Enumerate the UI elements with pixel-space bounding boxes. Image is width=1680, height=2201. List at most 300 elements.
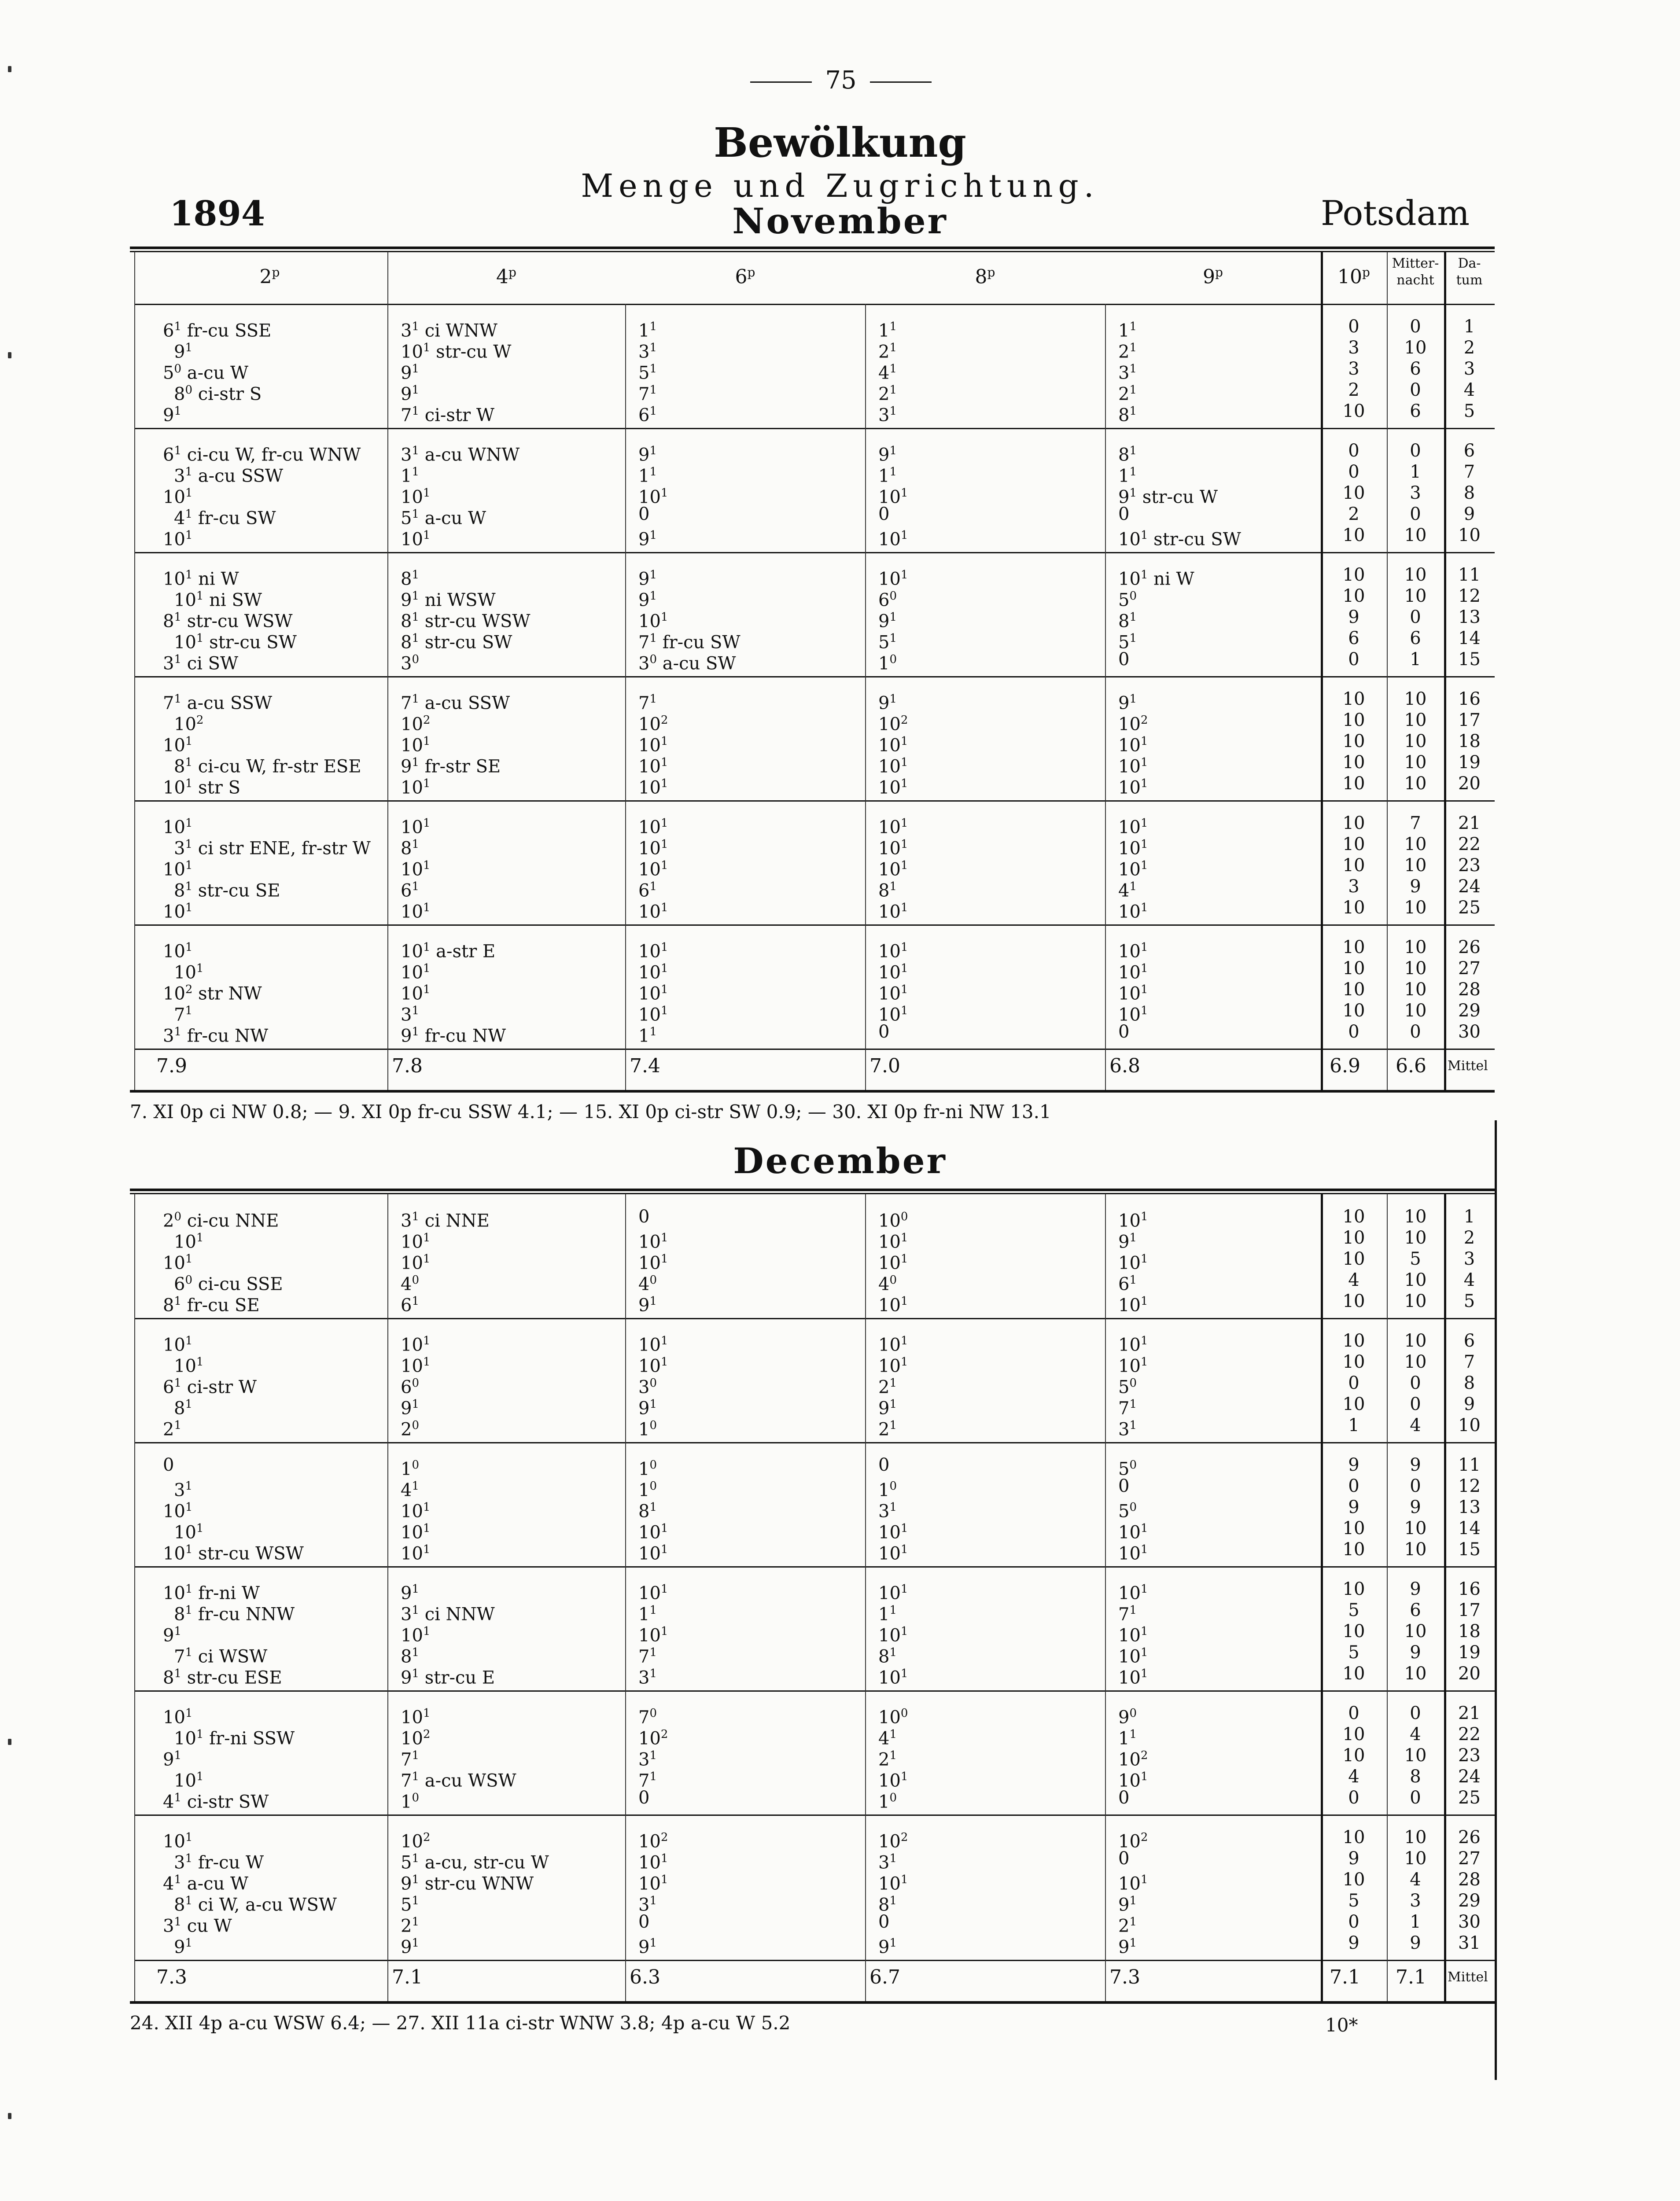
december-col-divider [625, 1194, 626, 2001]
november-cell-c9-13: $8^1$ [1118, 611, 1137, 632]
november-cell-c9-4: $2^1$ [1118, 383, 1137, 405]
december-mean-c2: 7.3 [156, 1966, 187, 1988]
november-cell-c2-15: $3^1$ ci SW [163, 653, 239, 674]
december-cell-c2-23: $9^1$ [163, 1749, 181, 1770]
november-cell-c8-6: $9^1$ [878, 444, 897, 465]
november-cell-c9-21: $10^1$ [1118, 817, 1148, 838]
december-cell-c4-2: $10^1$ [401, 1231, 431, 1252]
november-cell-dates-24: 24 [1458, 876, 1481, 897]
november-cell-c2-9: $4^1$ fr-cu SW [174, 508, 276, 529]
november-cell-c9-17: $10^2$ [1118, 714, 1148, 735]
december-cell-dates-9: 9 [1463, 1394, 1475, 1414]
november-cell-c6-1: $1^1$ [638, 320, 657, 341]
december-cell-c6-2: $10^1$ [638, 1231, 668, 1252]
november-cell-c8-5: $3^1$ [878, 405, 897, 426]
november-cell-c8-4: $2^1$ [878, 383, 897, 405]
december-cell-c2-9: $8^1$ [174, 1398, 192, 1419]
december-cell-c8-18: $10^1$ [878, 1625, 908, 1646]
november-cell-c10-30: 0 [1348, 1022, 1359, 1042]
december-cell-c4-23: $7^1$ [401, 1749, 419, 1770]
december-cell-c2-11: 0 [163, 1455, 174, 1475]
november-cell-dates-8: 8 [1463, 483, 1475, 503]
december-cell-dates-5: 5 [1463, 1291, 1475, 1311]
november-cell-c9-1: $1^1$ [1118, 320, 1137, 341]
november-cell-dates-19: 19 [1458, 752, 1481, 773]
december-cell-c10-26: 10 [1342, 1827, 1365, 1848]
november-column-header-2p: 2$^p$ [259, 265, 280, 288]
november-block-rule [134, 800, 1495, 802]
december-cell-dates-6: 6 [1463, 1331, 1475, 1351]
december-cell-c9-5: $10^1$ [1118, 1295, 1148, 1316]
december-cell-c10-22: 10 [1342, 1724, 1365, 1745]
december-cell-c8-3: $10^1$ [878, 1252, 908, 1273]
november-cell-c4-24: $6^1$ [401, 880, 419, 901]
november-cell-c2-22: $3^1$ ci str ENE, fr-str W [174, 838, 371, 859]
november-cell-c2-28: $10^2$ str NW [163, 983, 262, 1004]
page-title: Bewölkung [714, 119, 966, 166]
november-cell-cm-22: 10 [1404, 834, 1427, 854]
december-cell-c8-17: $1^1$ [878, 1604, 897, 1625]
november-column-header-midnight: Mitter- nacht [1392, 256, 1439, 288]
december-cell-c6-19: $7^1$ [638, 1646, 657, 1667]
november-cell-c9-26: $10^1$ [1118, 941, 1148, 962]
november-cell-c9-12: $5^0$ [1118, 589, 1137, 611]
december-cell-c10-4: 4 [1348, 1270, 1359, 1290]
december-mean-c6: 6.3 [630, 1966, 660, 1988]
november-cell-dates-23: 23 [1458, 855, 1481, 876]
november-cell-c9-9: 0 [1118, 504, 1130, 524]
december-cell-dates-22: 22 [1458, 1724, 1481, 1745]
december-cell-dates-2: 2 [1463, 1228, 1475, 1248]
december-cell-cm-19: 9 [1410, 1642, 1421, 1663]
december-cell-c6-17: $1^1$ [638, 1604, 657, 1625]
december-cell-c2-15: $10^1$ str-cu WSW [163, 1543, 304, 1564]
december-cell-cm-22: 4 [1410, 1724, 1421, 1745]
december-cell-c10-27: 9 [1348, 1848, 1359, 1869]
november-cell-cm-17: 10 [1404, 710, 1427, 730]
november-cell-dates-6: 6 [1463, 441, 1475, 461]
december-mean-cm: 7.1 [1396, 1966, 1426, 1988]
november-cell-cm-23: 10 [1404, 855, 1427, 876]
december-cell-c2-30: $3^1$ cu W [163, 1915, 232, 1936]
december-cell-cm-8: 0 [1410, 1373, 1421, 1393]
december-cell-c10-23: 10 [1342, 1745, 1365, 1766]
november-cell-cm-30: 0 [1410, 1022, 1421, 1042]
december-col-divider-thick [1321, 1194, 1323, 2001]
december-cell-c6-21: $7^0$ [638, 1707, 657, 1728]
november-cell-dates-11: 11 [1458, 565, 1481, 585]
november-cell-c10-27: 10 [1342, 958, 1365, 979]
november-cell-c10-19: 10 [1342, 752, 1365, 773]
november-cell-c6-22: $10^1$ [638, 838, 668, 859]
november-cell-c9-6: $8^1$ [1118, 444, 1137, 465]
december-cell-c4-14: $10^1$ [401, 1522, 431, 1543]
november-cell-c8-25: $10^1$ [878, 901, 908, 922]
november-col-divider [625, 304, 626, 1090]
december-cell-dates-29: 29 [1458, 1891, 1481, 1911]
november-cell-c9-8: $9^1$ str-cu W [1118, 486, 1218, 508]
december-cell-c4-19: $8^1$ [401, 1646, 419, 1667]
november-col-divider [865, 304, 866, 1090]
november-cell-c8-9: 0 [878, 504, 890, 524]
december-cell-c8-13: $3^1$ [878, 1501, 897, 1522]
december-block-rule [134, 1960, 1495, 1961]
december-cell-c9-16: $10^1$ [1118, 1583, 1148, 1604]
december-cell-dates-7: 7 [1463, 1352, 1475, 1372]
november-cell-c10-18: 10 [1342, 731, 1365, 751]
november-mean-c4: 7.8 [392, 1055, 423, 1077]
december-cell-c4-17: $3^1$ ci NNW [401, 1604, 495, 1625]
december-cell-c4-25: $1^0$ [401, 1791, 419, 1812]
november-header-rule [134, 304, 1495, 305]
december-cell-c9-1: $10^1$ [1118, 1210, 1148, 1231]
december-cell-c2-26: $10^1$ [163, 1831, 193, 1852]
page-number: 75 [704, 66, 977, 95]
november-cell-c4-3: $9^1$ [401, 362, 419, 383]
november-cell-c2-20: $10^1$ str S [163, 777, 241, 798]
november-cell-c4-2: $10^1$ str-cu W [401, 341, 512, 362]
november-mean-c10: 6.9 [1330, 1055, 1360, 1077]
december-cell-c4-9: $9^1$ [401, 1398, 419, 1419]
november-footnote: 7. XI 0p ci NW 0.8; — 9. XI 0p fr-cu SSW 4.1; — 15. XI 0p ci-str SW 0.9; — 30. XI 0p fr-ni NW 13.1 [130, 1101, 1051, 1123]
november-cell-c10-3: 3 [1348, 359, 1359, 379]
december-cell-cm-11: 9 [1410, 1455, 1421, 1475]
november-cell-c10-8: 10 [1342, 483, 1365, 503]
december-cell-c8-1: $10^0$ [878, 1210, 908, 1231]
november-cell-c10-28: 10 [1342, 979, 1365, 1000]
november-cell-c6-26: $10^1$ [638, 941, 668, 962]
november-cell-c6-19: $10^1$ [638, 756, 668, 777]
december-cell-dates-20: 20 [1458, 1664, 1481, 1684]
december-cell-cm-23: 10 [1404, 1745, 1427, 1766]
november-cell-cm-25: 10 [1404, 898, 1427, 918]
december-cell-dates-27: 27 [1458, 1848, 1481, 1869]
november-cell-c6-15: $3^0$ a-cu SW [638, 653, 736, 674]
november-cell-c8-7: $1^1$ [878, 465, 897, 486]
december-col-divider [1387, 1194, 1388, 2001]
november-cell-c6-18: $10^1$ [638, 735, 668, 756]
december-cell-c10-21: 0 [1348, 1703, 1359, 1723]
november-cell-c9-20: $10^1$ [1118, 777, 1148, 798]
december-cell-c6-1: 0 [638, 1207, 650, 1227]
november-cell-c8-21: $10^1$ [878, 817, 908, 838]
december-cell-c2-28: $4^1$ a-cu W [163, 1873, 249, 1894]
november-cell-c6-28: $10^1$ [638, 983, 668, 1004]
november-cell-c8-8: $10^1$ [878, 486, 908, 508]
november-cell-c6-4: $7^1$ [638, 383, 657, 405]
november-cell-c2-2: $9^1$ [174, 341, 192, 362]
december-cell-c2-2: $10^1$ [174, 1231, 204, 1252]
november-cell-c8-24: $8^1$ [878, 880, 897, 901]
november-cell-c9-7: $1^1$ [1118, 465, 1137, 486]
november-cell-c4-27: $10^1$ [401, 962, 431, 983]
november-cell-dates-17: 17 [1458, 710, 1481, 730]
november-cell-c9-14: $5^1$ [1118, 632, 1137, 653]
november-cell-c4-4: $9^1$ [401, 383, 419, 405]
december-cell-c9-27: 0 [1118, 1848, 1130, 1869]
november-cell-c8-29: $10^1$ [878, 1004, 908, 1025]
december-table-top-rule-thin [130, 1193, 1495, 1194]
november-cell-c2-25: $10^1$ [163, 901, 193, 922]
december-cell-c2-7: $10^1$ [174, 1355, 204, 1377]
november-cell-c10-5: 10 [1342, 401, 1365, 421]
december-cell-dates-21: 21 [1458, 1703, 1481, 1723]
december-cell-c10-1: 10 [1342, 1207, 1365, 1227]
november-cell-c8-20: $10^1$ [878, 777, 908, 798]
november-cell-c10-7: 0 [1348, 462, 1359, 482]
december-cell-dates-13: 13 [1458, 1497, 1481, 1517]
november-cell-c10-10: 10 [1342, 525, 1365, 545]
november-cell-c8-15: $1^0$ [878, 653, 897, 674]
place-label: Potsdam [1321, 194, 1470, 233]
december-cell-c6-10: $1^0$ [638, 1419, 657, 1440]
november-cell-c10-24: 3 [1348, 876, 1359, 897]
december-cell-c4-28: $9^1$ str-cu WNW [401, 1873, 534, 1894]
november-cell-c2-1: $6^1$ fr-cu SSE [163, 320, 272, 341]
december-cell-c2-25: $4^1$ ci-str SW [163, 1791, 269, 1812]
november-mean-c9: 6.8 [1109, 1055, 1140, 1077]
november-cell-c2-14: $10^1$ str-cu SW [174, 632, 297, 653]
december-cell-dates-16: 16 [1458, 1579, 1481, 1599]
december-cell-c2-1: $2^0$ ci-cu NNE [163, 1210, 279, 1231]
november-cell-c8-17: $10^2$ [878, 714, 908, 735]
margin-mark [8, 2113, 11, 2119]
december-cell-c4-20: $9^1$ str-cu E [401, 1667, 495, 1688]
december-cell-c4-5: $6^1$ [401, 1295, 419, 1316]
december-cell-c6-28: $10^1$ [638, 1873, 668, 1894]
november-cell-c4-12: $9^1$ ni WSW [401, 589, 496, 611]
december-cell-c4-18: $10^1$ [401, 1625, 431, 1646]
december-cell-c8-8: $2^1$ [878, 1377, 897, 1398]
november-cell-c6-13: $10^1$ [638, 611, 668, 632]
december-cell-c6-24: $7^1$ [638, 1770, 657, 1791]
december-cell-c8-4: $4^0$ [878, 1273, 897, 1295]
december-cell-c9-15: $10^1$ [1118, 1543, 1148, 1564]
december-cell-c9-19: $10^1$ [1118, 1646, 1148, 1667]
november-cell-c4-10: $10^1$ [401, 529, 431, 550]
november-cell-dates-20: 20 [1458, 773, 1481, 794]
november-cell-c10-1: 0 [1348, 317, 1359, 337]
december-cell-c10-6: 10 [1342, 1331, 1365, 1351]
december-cell-dates-30: 30 [1458, 1912, 1481, 1932]
december-cell-cm-16: 9 [1410, 1579, 1421, 1599]
november-cell-cm-24: 9 [1410, 876, 1421, 897]
november-cell-c10-26: 10 [1342, 937, 1365, 957]
november-cell-c8-16: $9^1$ [878, 692, 897, 714]
december-cell-c9-13: $5^0$ [1118, 1501, 1137, 1522]
november-cell-c10-14: 6 [1348, 628, 1359, 648]
november-table-top-rule [130, 247, 1495, 249]
december-table-bottom-rule [130, 2001, 1495, 2004]
december-cell-c8-21: $10^0$ [878, 1707, 908, 1728]
december-cell-c6-26: $10^2$ [638, 1831, 668, 1852]
december-cell-dates-8: 8 [1463, 1373, 1475, 1393]
december-cell-c6-14: $10^1$ [638, 1522, 668, 1543]
november-cell-c2-21: $10^1$ [163, 817, 193, 838]
december-cell-c2-24: $10^1$ [174, 1770, 204, 1791]
november-cell-c6-14: $7^1$ fr-cu SW [638, 632, 741, 653]
december-cell-cm-26: 10 [1404, 1827, 1427, 1848]
november-cell-c6-20: $10^1$ [638, 777, 668, 798]
november-cell-cm-7: 1 [1410, 462, 1421, 482]
december-cell-c9-28: $10^1$ [1118, 1873, 1148, 1894]
december-cell-cm-27: 10 [1404, 1848, 1427, 1869]
december-cell-c8-12: $1^0$ [878, 1480, 897, 1501]
november-cell-c2-5: $9^1$ [163, 405, 181, 426]
margin-mark [8, 1739, 11, 1745]
november-cell-c8-13: $9^1$ [878, 611, 897, 632]
november-cell-c10-15: 0 [1348, 649, 1359, 670]
november-table-top-rule-thin [130, 251, 1495, 252]
november-cell-c2-12: $10^1$ ni SW [174, 589, 262, 611]
november-cell-c10-25: 10 [1342, 898, 1365, 918]
november-cell-c2-18: $10^1$ [163, 735, 193, 756]
november-cell-dates-1: 1 [1463, 317, 1475, 337]
november-cell-c9-24: $4^1$ [1118, 880, 1137, 901]
december-cell-dates-11: 11 [1458, 1455, 1481, 1475]
december-cell-c9-14: $10^1$ [1118, 1522, 1148, 1543]
december-cell-c2-3: $10^1$ [163, 1252, 193, 1273]
december-cell-c4-29: $5^1$ [401, 1894, 419, 1915]
december-cell-c9-26: $10^2$ [1118, 1831, 1148, 1852]
december-cell-c9-3: $10^1$ [1118, 1252, 1148, 1273]
december-cell-cm-30: 1 [1410, 1912, 1421, 1932]
november-cell-c8-10: $10^1$ [878, 529, 908, 550]
december-cell-c2-22: $10^1$ fr-ni SSW [174, 1728, 295, 1749]
november-cell-c6-24: $6^1$ [638, 880, 657, 901]
december-cell-dates-25: 25 [1458, 1788, 1481, 1808]
november-cell-dates-10: 10 [1458, 525, 1481, 545]
november-cell-c4-21: $10^1$ [401, 817, 431, 838]
december-cell-c4-22: $10^2$ [401, 1728, 431, 1749]
november-col-divider [1387, 252, 1388, 1090]
november-cell-c9-19: $10^1$ [1118, 756, 1148, 777]
december-cell-c9-30: $2^1$ [1118, 1915, 1137, 1936]
november-col-divider-thick [1444, 252, 1446, 1090]
december-cell-cm-17: 6 [1410, 1600, 1421, 1620]
december-table-top-rule [130, 1189, 1495, 1191]
november-cell-c2-8: $10^1$ [163, 486, 193, 508]
december-mean-c4: 7.1 [392, 1966, 423, 1988]
november-cell-c2-30: $3^1$ fr-cu NW [163, 1025, 269, 1046]
november-cell-c4-1: $3^1$ ci WNW [401, 320, 497, 341]
november-cell-c8-23: $10^1$ [878, 859, 908, 880]
december-cell-c8-26: $10^2$ [878, 1831, 908, 1852]
december-cell-c10-30: 0 [1348, 1912, 1359, 1932]
december-cell-c9-2: $9^1$ [1118, 1231, 1137, 1252]
december-cell-dates-31: 31 [1458, 1933, 1481, 1953]
december-cell-c2-8: $6^1$ ci-str W [163, 1377, 257, 1398]
december-cell-c10-9: 10 [1342, 1394, 1365, 1414]
november-cell-cm-9: 0 [1410, 504, 1421, 524]
december-col-divider-thick [1444, 1194, 1446, 2001]
november-block-rule [134, 676, 1495, 677]
december-cell-c4-27: $5^1$ a-cu, str-cu W [401, 1852, 549, 1873]
december-cell-c6-22: $10^2$ [638, 1728, 668, 1749]
december-col-divider [865, 1194, 866, 2001]
november-cell-dates-18: 18 [1458, 731, 1481, 751]
december-cell-c10-29: 5 [1348, 1891, 1359, 1911]
december-cell-c10-15: 10 [1342, 1539, 1365, 1560]
december-cell-c4-11: $1^0$ [401, 1458, 419, 1480]
november-column-header-4p: 4$^p$ [496, 265, 516, 288]
november-cell-dates-5: 5 [1463, 401, 1475, 421]
december-cell-c8-14: $10^1$ [878, 1522, 908, 1543]
november-cell-cm-5: 6 [1410, 401, 1421, 421]
november-cell-c10-22: 10 [1342, 834, 1365, 854]
december-mean-label: Mittel [1448, 1969, 1488, 1985]
november-cell-c6-7: $1^1$ [638, 465, 657, 486]
december-cell-c9-7: $10^1$ [1118, 1355, 1148, 1377]
november-cell-cm-12: 10 [1404, 586, 1427, 606]
december-cell-dates-19: 19 [1458, 1642, 1481, 1663]
december-cell-c10-20: 10 [1342, 1664, 1365, 1684]
november-cell-c2-26: $10^1$ [163, 941, 193, 962]
december-cell-c9-25: 0 [1118, 1788, 1130, 1808]
december-cell-c6-8: $3^0$ [638, 1377, 657, 1398]
december-cell-c8-10: $2^1$ [878, 1419, 897, 1440]
december-cell-c4-16: $9^1$ [401, 1583, 419, 1604]
november-cell-c10-12: 10 [1342, 586, 1365, 606]
december-cell-c8-28: $10^1$ [878, 1873, 908, 1894]
november-cell-c9-11: $10^1$ ni W [1118, 568, 1194, 589]
november-cell-c2-24: $8^1$ str-cu SE [174, 880, 280, 901]
december-cell-c4-15: $10^1$ [401, 1543, 431, 1564]
november-cell-c8-3: $4^1$ [878, 362, 897, 383]
november-cell-c2-17: $10^2$ [174, 714, 204, 735]
november-cell-c9-25: $10^1$ [1118, 901, 1148, 922]
november-cell-dates-9: 9 [1463, 504, 1475, 524]
december-cell-c8-25: $1^0$ [878, 1791, 897, 1812]
december-cell-c6-13: $8^1$ [638, 1501, 657, 1522]
november-cell-c6-29: $10^1$ [638, 1004, 668, 1025]
november-block-rule [134, 428, 1495, 429]
december-cell-c4-30: $2^1$ [401, 1915, 419, 1936]
december-block-rule [134, 1566, 1495, 1568]
december-cell-c2-12: $3^1$ [174, 1480, 192, 1501]
december-cell-cm-2: 10 [1404, 1228, 1427, 1248]
november-cell-c2-11: $10^1$ ni W [163, 568, 239, 589]
december-block-rule [134, 1690, 1495, 1692]
december-cell-cm-25: 0 [1410, 1788, 1421, 1808]
december-cell-c10-28: 10 [1342, 1870, 1365, 1890]
december-mean-c9: 7.3 [1109, 1966, 1140, 1988]
november-cell-c2-19: $8^1$ ci-cu W, fr-str ESE [174, 756, 361, 777]
december-cell-c10-17: 5 [1348, 1600, 1359, 1620]
november-cell-c2-29: $7^1$ [174, 1004, 192, 1025]
december-cell-c4-24: $7^1$ a-cu WSW [401, 1770, 516, 1791]
december-cell-c4-21: $10^1$ [401, 1707, 431, 1728]
december-cell-c9-29: $9^1$ [1118, 1894, 1137, 1915]
november-cell-cm-28: 10 [1404, 979, 1427, 1000]
december-cell-c4-7: $10^1$ [401, 1355, 431, 1377]
december-cell-c9-9: $7^1$ [1118, 1398, 1137, 1419]
november-cell-c6-3: $5^1$ [638, 362, 657, 383]
november-cell-cm-3: 6 [1410, 359, 1421, 379]
december-cell-cm-6: 10 [1404, 1331, 1427, 1351]
december-cell-cm-13: 9 [1410, 1497, 1421, 1517]
november-cell-c8-14: $5^1$ [878, 632, 897, 653]
december-cell-c4-3: $10^1$ [401, 1252, 431, 1273]
december-cell-c6-29: $3^1$ [638, 1894, 657, 1915]
december-cell-c6-30: 0 [638, 1912, 650, 1932]
december-cell-c6-4: $4^0$ [638, 1273, 657, 1295]
december-cell-c6-6: $10^1$ [638, 1334, 668, 1355]
december-block-rule [134, 1442, 1495, 1443]
margin-mark [8, 352, 11, 358]
november-cell-c2-10: $10^1$ [163, 529, 193, 550]
november-cell-c4-22: $8^1$ [401, 838, 419, 859]
